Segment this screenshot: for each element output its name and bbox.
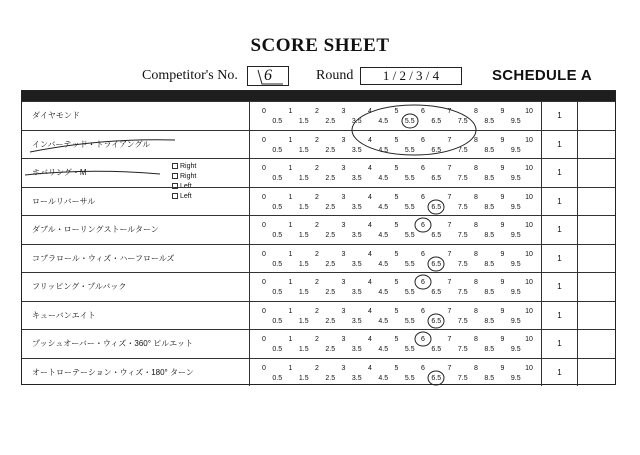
score-option[interactable]: 4.5 (378, 260, 389, 268)
score-option[interactable]: 0 (262, 336, 266, 343)
score-option[interactable]: 9.5 (510, 146, 521, 154)
score-option[interactable]: 8 (474, 193, 478, 201)
score-option[interactable]: 8 (474, 136, 478, 144)
score-option[interactable]: 7 (447, 307, 452, 315)
k-factor: 1 (542, 102, 578, 130)
score-option[interactable]: 2.5 (325, 203, 336, 211)
score-option[interactable]: 3.5 (351, 260, 362, 268)
score-option[interactable]: 10 (525, 165, 533, 172)
score-option[interactable]: 1 (288, 250, 293, 258)
score-option[interactable]: 7 (447, 193, 452, 201)
score-option[interactable]: 7 (447, 364, 452, 372)
score-option[interactable]: 3.5 (351, 175, 362, 182)
score-option[interactable]: 6.5 (431, 317, 442, 325)
score-option[interactable]: 8 (474, 165, 478, 172)
k-factor: 1 (542, 359, 578, 387)
score-option[interactable]: 0 (262, 364, 266, 372)
score-option[interactable]: 0 (262, 279, 266, 286)
k-factor: 1 (542, 131, 578, 159)
score-option[interactable]: 2 (315, 136, 319, 144)
k-factor: 1 (542, 216, 578, 244)
score-option[interactable]: 0.5 (272, 289, 283, 296)
score-option[interactable]: 2 (315, 336, 319, 343)
sheet-title: SCORE SHEET (250, 35, 390, 56)
score-option[interactable]: 1 (288, 193, 293, 201)
score-option[interactable]: 5 (394, 193, 399, 201)
score-option[interactable]: 3.5 (351, 346, 362, 353)
score-option[interactable]: 4.5 (378, 175, 389, 182)
score-option[interactable]: 0.5 (272, 317, 283, 325)
score-option[interactable]: 7.5 (457, 203, 468, 211)
score-option[interactable]: 4.5 (378, 118, 389, 125)
score-option[interactable]: 10 (525, 250, 533, 258)
score-option[interactable]: 6.5 (431, 175, 442, 182)
score-option[interactable]: 9.5 (510, 232, 521, 239)
score-option[interactable]: 1.5 (298, 374, 309, 382)
score-option[interactable]: 0.5 (272, 232, 283, 239)
score-option[interactable]: 1 (288, 222, 293, 229)
score-option[interactable]: 2.5 (325, 289, 336, 296)
competitor-number-field[interactable]: 6 (247, 66, 289, 86)
score-option[interactable]: 6 (421, 136, 425, 144)
score-option[interactable]: 9.5 (510, 175, 521, 182)
score-option[interactable]: 0.5 (272, 203, 283, 211)
round-label: Round (316, 68, 354, 83)
score-option[interactable]: 4 (368, 250, 372, 258)
score-option[interactable]: 9.5 (510, 260, 521, 268)
score-option[interactable]: 9.5 (510, 289, 521, 296)
score-option[interactable]: 8 (474, 307, 478, 315)
score-option[interactable]: 1.5 (298, 175, 309, 182)
k-factor: 1 (542, 302, 578, 330)
score-option[interactable]: 1 (288, 136, 293, 144)
score-option[interactable]: 2 (315, 193, 319, 201)
score-option[interactable]: 4.5 (378, 374, 389, 382)
score-option[interactable]: 7 (447, 136, 452, 144)
score-option[interactable]: 4 (368, 307, 372, 315)
score-option[interactable]: 3.5 (351, 203, 362, 211)
score-option[interactable]: 1.5 (298, 289, 309, 296)
score-option[interactable]: 8 (474, 108, 478, 115)
score-option[interactable]: 2 (315, 165, 319, 172)
score-option[interactable]: 4.5 (378, 317, 389, 325)
score-option[interactable]: 6 (421, 364, 425, 372)
score-option[interactable]: 0 (262, 250, 266, 258)
score-option[interactable]: 2.5 (325, 317, 336, 325)
score-option[interactable]: 5 (394, 222, 399, 229)
score-option[interactable]: 3 (341, 364, 346, 372)
score-option[interactable]: 4.5 (378, 346, 389, 353)
score-option[interactable]: 9 (500, 108, 505, 115)
score-option[interactable]: 6.5 (431, 203, 442, 211)
score-option[interactable]: 6 (421, 250, 425, 258)
score-option[interactable]: 2.5 (325, 146, 336, 154)
score-option[interactable]: 7 (447, 108, 452, 115)
score-option[interactable]: 3.5 (351, 118, 362, 125)
score-option[interactable]: 5 (394, 279, 399, 286)
score-option[interactable]: 10 (525, 193, 533, 201)
score-option[interactable]: 0 (262, 108, 266, 115)
score-option[interactable]: 7.5 (457, 289, 468, 296)
score-option[interactable]: 5 (394, 307, 399, 315)
score-option[interactable]: 0 (262, 136, 266, 144)
score-option[interactable]: 8 (474, 364, 478, 372)
checkbox-label: Left (180, 183, 192, 190)
score-option[interactable]: 5.5 (404, 289, 415, 296)
score-option[interactable]: 1 (288, 279, 293, 286)
score-option[interactable]: 4 (368, 364, 372, 372)
score-option[interactable]: 8.5 (484, 175, 495, 182)
score-option[interactable]: 8.5 (484, 346, 495, 353)
score-option[interactable]: 9.5 (510, 374, 521, 382)
score-option[interactable]: 9 (500, 336, 505, 343)
maneuver-name-text: ダイヤモンド (32, 111, 80, 121)
score-option[interactable]: 9.5 (510, 346, 521, 353)
score-option[interactable]: 2 (315, 307, 319, 315)
score-option[interactable]: 10 (525, 136, 533, 144)
score-option[interactable]: 5.5 (404, 175, 415, 182)
pen-stroke-top (30, 140, 175, 152)
score-option[interactable]: 6 (421, 108, 425, 115)
score-option[interactable]: 6.5 (431, 118, 442, 125)
score-option[interactable]: 4 (368, 108, 372, 115)
score-option[interactable]: 3.5 (351, 232, 362, 239)
score-option[interactable]: 5.5 (404, 203, 415, 211)
score-option[interactable]: 3.5 (351, 146, 362, 154)
score-option[interactable]: 10 (525, 222, 533, 229)
score-option[interactable]: 0.5 (272, 374, 283, 382)
score-option[interactable]: 1 (288, 336, 293, 343)
score-option[interactable]: 4 (368, 165, 372, 172)
score-option[interactable]: 7.5 (457, 232, 468, 239)
maneuver-name-text: フリッピング・プルバック (32, 282, 127, 292)
maneuver-name-text: プッシュオーバー・ウィズ・360° ピルエット (32, 339, 194, 349)
score-option[interactable]: 8 (474, 279, 478, 286)
score-option[interactable]: 6 (421, 279, 425, 286)
score-option[interactable]: 4.5 (378, 289, 389, 296)
score-option[interactable]: 10 (525, 364, 533, 372)
score-option[interactable]: 8.5 (484, 203, 495, 211)
score-option[interactable]: 6.5 (431, 289, 442, 296)
score-option[interactable]: 9.5 (510, 317, 521, 325)
score-option[interactable]: 2.5 (325, 346, 336, 353)
score-option[interactable]: 2 (315, 279, 319, 286)
score-option[interactable]: 3 (341, 250, 346, 258)
maneuver-name-text: オートローテーション・ウィズ・180° ターン (32, 367, 194, 377)
score-option[interactable]: 1.5 (298, 203, 309, 211)
score-option[interactable]: 5 (394, 165, 399, 172)
score-option[interactable]: 5.5 (404, 317, 415, 325)
score-option[interactable]: 9.5 (510, 118, 521, 125)
score-option[interactable]: 2 (315, 108, 319, 115)
score-option[interactable]: 8.5 (484, 146, 495, 154)
maneuver-name-text: ロールリバーサル (32, 196, 96, 206)
score-option[interactable]: 3 (341, 108, 346, 115)
k-factor: 1 (542, 159, 578, 187)
round-field[interactable]: 1 / 2 / 3 / 4 (360, 67, 462, 85)
score-option[interactable]: 1 (288, 165, 293, 172)
score-option[interactable]: 8.5 (484, 260, 495, 268)
pen-stroke-bottom (25, 171, 160, 175)
score-option[interactable]: 6.5 (431, 146, 442, 154)
score-option[interactable]: 0.5 (272, 346, 283, 353)
score-option[interactable]: 8.5 (484, 289, 495, 296)
maneuver-name-text: ダブル・ローリングストールターン (32, 225, 159, 235)
score-option[interactable]: 0 (262, 222, 266, 229)
pen-ellipse (352, 105, 476, 155)
score-option[interactable]: 0.5 (272, 260, 283, 268)
score-option[interactable]: 9 (500, 364, 505, 372)
score-option[interactable]: 4 (368, 136, 372, 144)
score-option[interactable]: 6 (421, 336, 425, 343)
score-option[interactable]: 0.5 (272, 118, 283, 125)
score-option[interactable]: 1 (288, 364, 293, 372)
score-option[interactable]: 1 (288, 108, 293, 115)
score-option[interactable]: 7.5 (457, 317, 468, 325)
score-option[interactable]: 4 (368, 193, 372, 201)
score-option[interactable]: 9 (500, 279, 505, 286)
score-option[interactable]: 2.5 (325, 260, 336, 268)
score-option[interactable]: 10 (525, 108, 533, 115)
score-option[interactable]: 7 (447, 165, 452, 172)
schedule-label: SCHEDULE A (492, 67, 592, 84)
score-option[interactable]: 5.5 (404, 346, 415, 353)
k-factor: 1 (542, 245, 578, 273)
score-option[interactable]: 7 (447, 250, 452, 258)
score-option[interactable]: 7 (447, 336, 452, 343)
score-option[interactable]: 8 (474, 250, 478, 258)
score-option[interactable]: 0 (262, 193, 266, 201)
score-option[interactable]: 4 (368, 336, 372, 343)
score-option[interactable]: 10 (525, 279, 533, 286)
score-option[interactable]: 3.5 (351, 374, 362, 382)
score-option[interactable]: 3.5 (351, 289, 362, 296)
score-option[interactable]: 6.5 (431, 374, 442, 382)
score-option[interactable]: 5 (394, 108, 399, 115)
score-option[interactable]: 7 (447, 279, 452, 286)
score-option[interactable]: 1.5 (298, 260, 309, 268)
score-option[interactable]: 3 (341, 279, 346, 286)
score-option[interactable]: 6 (421, 222, 425, 229)
score-option[interactable]: 9 (500, 222, 505, 229)
score-option[interactable]: 3.5 (351, 317, 362, 325)
score-option[interactable]: 9 (500, 136, 505, 144)
score-option[interactable]: 3 (341, 193, 346, 201)
score-option[interactable]: 0 (262, 307, 266, 315)
score-option[interactable]: 5 (394, 136, 399, 144)
score-option[interactable]: 3 (341, 136, 346, 144)
score-option[interactable]: 6.5 (431, 346, 442, 353)
score-option[interactable]: 3 (341, 336, 346, 343)
score-option[interactable]: 7.5 (457, 346, 468, 353)
score-option[interactable]: 7 (447, 222, 452, 229)
score-option[interactable]: 0 (262, 165, 266, 172)
score-option[interactable]: 9 (500, 165, 505, 172)
score-option[interactable]: 7.5 (457, 146, 468, 154)
k-factor: 1 (542, 330, 578, 358)
score-option[interactable]: 7.5 (457, 175, 468, 182)
score-option[interactable]: 2.5 (325, 118, 336, 125)
score-option[interactable]: 5 (394, 336, 399, 343)
score-option[interactable]: 5.5 (404, 118, 415, 125)
score-option[interactable]: 2.5 (325, 232, 336, 239)
score-option[interactable]: 1.5 (298, 346, 309, 353)
score-option[interactable]: 5.5 (404, 260, 415, 268)
score-option[interactable]: 8.5 (484, 374, 495, 382)
score-option[interactable]: 10 (525, 307, 533, 315)
score-option[interactable]: 9 (500, 307, 505, 315)
score-option[interactable]: 0.5 (272, 146, 283, 154)
competitor-label: Competitor's No. (142, 68, 238, 83)
score-option[interactable]: 6 (421, 193, 425, 201)
score-option[interactable]: 5.5 (404, 374, 415, 382)
k-factor: 1 (542, 188, 578, 216)
score-option[interactable]: 4 (368, 222, 372, 229)
score-option[interactable]: 1.5 (298, 118, 309, 125)
score-option[interactable]: 1 (288, 307, 293, 315)
score-option[interactable]: 10 (525, 336, 533, 343)
score-option[interactable]: 4.5 (378, 146, 389, 154)
score-option[interactable]: 6.5 (431, 232, 442, 239)
score-option[interactable]: 7.5 (457, 260, 468, 268)
score-option[interactable]: 2.5 (325, 374, 336, 382)
checkbox-label: Left (180, 193, 192, 200)
score-option[interactable]: 1.5 (298, 232, 309, 239)
maneuver-name-text: キューバンエイト (32, 310, 96, 320)
score-option[interactable]: 6.5 (431, 260, 442, 268)
score-option[interactable]: 4 (368, 279, 372, 286)
score-option[interactable]: 9 (500, 250, 505, 258)
score-option[interactable]: 7.5 (457, 374, 468, 382)
score-option[interactable]: 8 (474, 222, 478, 229)
score-option[interactable]: 3 (341, 222, 346, 229)
score-option[interactable]: 5.5 (404, 146, 415, 154)
score-option[interactable]: 6 (421, 165, 425, 172)
score-option[interactable]: 6 (421, 307, 425, 315)
score-option[interactable]: 4.5 (378, 232, 389, 239)
score-option[interactable]: 8.5 (484, 232, 495, 239)
maneuver-name-text: ホバリング・M (32, 168, 87, 178)
score-option[interactable]: 2 (315, 250, 319, 258)
score-option[interactable]: 1.5 (298, 317, 309, 325)
score-option[interactable]: 3 (341, 307, 346, 315)
pen-number-mark (258, 70, 283, 84)
score-option[interactable]: 2.5 (325, 175, 336, 182)
maneuver-name-text: コブラロール・ウィズ・ハーフロールズ (32, 253, 175, 263)
score-option[interactable]: 7.5 (457, 118, 468, 125)
score-option[interactable]: 2 (315, 222, 319, 229)
score-option[interactable]: 9.5 (510, 203, 521, 211)
score-option[interactable]: 9 (500, 193, 505, 201)
score-option[interactable]: 3 (341, 165, 346, 172)
score-option[interactable]: 4.5 (378, 203, 389, 211)
score-option[interactable]: 1.5 (298, 146, 309, 154)
k-factor: 1 (542, 273, 578, 301)
score-option[interactable]: 8.5 (484, 118, 495, 125)
maneuver-name-text: インバーテッド・トライアングル (32, 139, 151, 149)
score-option[interactable]: 5 (394, 364, 399, 372)
score-option[interactable]: 8.5 (484, 317, 495, 325)
score-option[interactable]: 0.5 (272, 175, 283, 182)
score-option[interactable]: 8 (474, 336, 478, 343)
score-option[interactable]: 2 (315, 364, 319, 372)
checkbox-label: Right (180, 163, 197, 170)
checkbox-label: Right (180, 173, 197, 180)
score-option[interactable]: 5.5 (404, 232, 415, 239)
score-option[interactable]: 5 (394, 250, 399, 258)
